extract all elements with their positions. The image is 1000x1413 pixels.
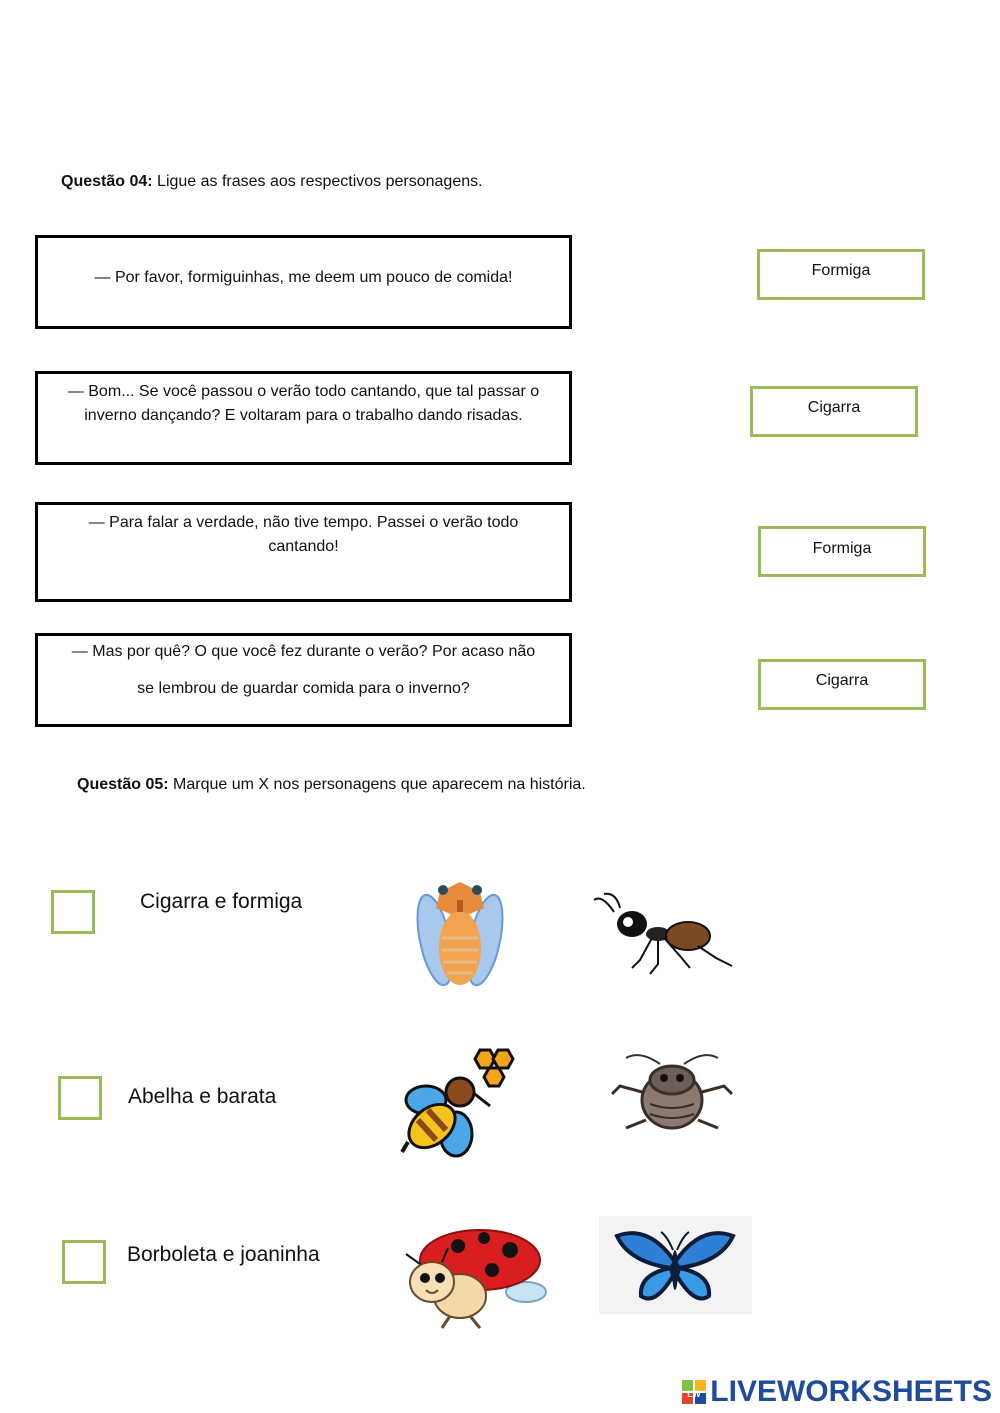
logo-mark-icon <box>682 1380 706 1404</box>
cockroach-icon <box>610 1050 734 1134</box>
cicada-icon <box>410 878 510 990</box>
ladybug-icon <box>392 1220 548 1330</box>
option-label-borboleta-joaninha: Borboleta e joaninha <box>127 1243 320 1266</box>
checkbox-abelha-barata[interactable] <box>58 1076 102 1120</box>
character-label: Formiga <box>812 540 872 557</box>
question-4-title <box>61 173 483 191</box>
character-label: Cigarra <box>807 399 861 416</box>
logo-mark-text: LW <box>687 1389 702 1399</box>
phrase-3: — Para falar a verdade, não tive tempo. Passei o verão todo cantando! <box>88 514 519 555</box>
phrase-box-1 <box>35 235 572 329</box>
checkbox-cigarra-formiga[interactable] <box>51 890 95 934</box>
question-5-text: Marque um X nos personagens que aparecem na história. <box>173 776 586 793</box>
liveworksheets-logo <box>682 1375 992 1409</box>
character-box-formiga-2[interactable] <box>758 526 926 577</box>
character-label: Formiga <box>811 262 871 279</box>
question-4-text: Ligue as frases aos respectivos personagens. <box>157 173 483 190</box>
option-label-abelha-barata: Abelha e barata <box>128 1085 277 1108</box>
character-box-cigarra-2[interactable] <box>758 659 926 710</box>
character-box-formiga-1[interactable] <box>757 249 925 300</box>
phrase-2: — Bom... Se você passou o verão todo cantando, que tal passar o inverno dançando? E voltaram para o trabalho dando risadas. <box>67 383 540 424</box>
logo-text: LIVEWORKSHEETS <box>710 1375 992 1408</box>
ant-icon <box>592 890 734 978</box>
phrase-box-3 <box>35 502 572 602</box>
phrase-1: — Por favor, formiguinhas, me deem um pouco de comida! <box>94 269 513 286</box>
phrase-box-2 <box>35 371 572 465</box>
bee-icon <box>398 1044 516 1158</box>
question-5-label: Questão 05: <box>77 776 169 793</box>
question-4-label: Questão 04: <box>61 173 153 190</box>
phrase-box-4 <box>35 633 572 727</box>
question-5-title <box>77 776 586 794</box>
option-label-cigarra-formiga: Cigarra e formiga <box>140 890 303 913</box>
checkbox-borboleta-joaninha[interactable] <box>62 1240 106 1284</box>
phrase-4-line-2: se lembrou de guardar comida para o inverno? <box>137 680 470 697</box>
butterfly-icon <box>599 1216 752 1314</box>
character-box-cigarra-1[interactable] <box>750 386 918 437</box>
character-label: Cigarra <box>815 672 869 689</box>
butterfly-image <box>599 1216 752 1314</box>
phrase-4-line-1: — Mas por quê? O que você fez durante o verão? Por acaso não <box>71 643 536 660</box>
